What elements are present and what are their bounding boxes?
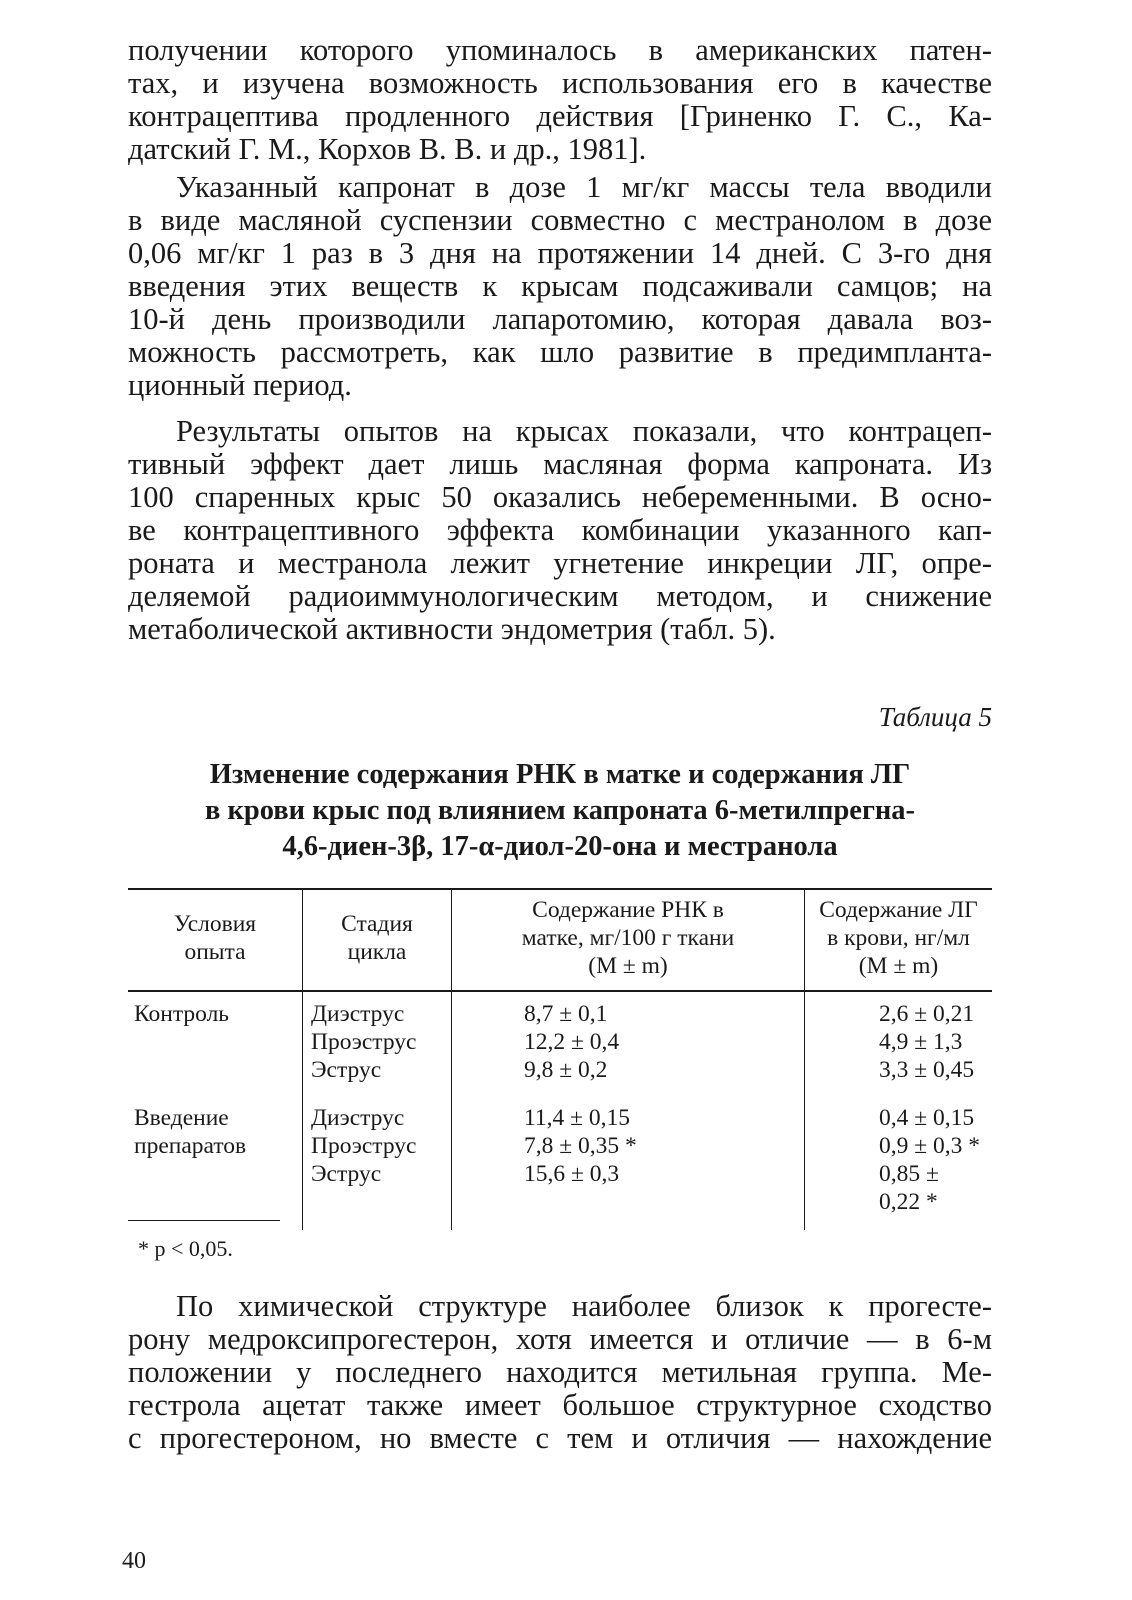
table-label: Таблица 5 <box>878 702 992 732</box>
cell-rna: 7,8 ± 0,35 * <box>452 1132 805 1160</box>
text-line: Указанный капронат в дозе 1 мг/кг массы тела вводили <box>176 170 992 204</box>
header-text: Содержание РНК в <box>532 897 724 923</box>
header-text: в крови, нг/мл <box>827 925 970 951</box>
text-line: Результаты опытов на крысах показали, что контрацеп- <box>176 414 992 448</box>
header-text: (M ± m) <box>858 953 939 979</box>
cell-rna: 9,8 ± 0,2 <box>452 1056 805 1084</box>
text-line: можность рассмотреть, как шло развитие в предимпланта- <box>128 335 992 369</box>
cell-stage: Эструс <box>303 1056 452 1084</box>
table-title-line: 4,6-диен-3β, 17-α-диол-20-она и местранола <box>282 831 838 862</box>
cell-stage: Проэструс <box>303 1028 452 1056</box>
text-line: введения этих веществ к крысам подсаживали самцов; на <box>128 269 992 303</box>
header-stage <box>303 889 452 991</box>
text-line: тах, и изучена возможность использования его в качестве <box>128 66 992 100</box>
cell-lh: 2,6 ± 0,21 <box>805 991 993 1028</box>
header-text: Стадия <box>341 911 413 937</box>
header-text: матке, мг/100 г ткани <box>521 925 735 951</box>
text-line: 100 спаренных крыс 50 оказались небеременными. В осно- <box>128 480 992 514</box>
cell-lh: 3,3 ± 0,45 <box>805 1056 993 1084</box>
text-line: получении которого упоминалось в американских патен- <box>128 33 992 67</box>
table-header-row <box>128 889 992 991</box>
cell-condition: Введение <box>134 1105 229 1131</box>
cell-lh: 0,4 ± 0,15 <box>805 1084 993 1132</box>
header-condition <box>128 889 303 991</box>
table-row <box>128 1084 992 1132</box>
table-title-line: Изменение содержания РНК в матке и содержания ЛГ <box>209 759 911 790</box>
paragraph-2 <box>128 171 992 402</box>
table-row <box>128 991 992 1028</box>
cell-stage: Проэструс <box>303 1132 452 1160</box>
table-row <box>128 1056 992 1084</box>
header-text: цикла <box>347 939 407 965</box>
cell-rna: 11,4 ± 0,15 <box>452 1084 805 1132</box>
text-line: По химической структуре наиболее близок к прогесте- <box>176 1289 992 1323</box>
text-line: ционный период. <box>128 368 352 402</box>
text-line: контрацептива продленного действия [Гриненко Г. С., Ка- <box>128 99 992 133</box>
cell-condition <box>128 1028 303 1056</box>
text-line: гестрола ацетат также имеет большое структурное сходство <box>128 1388 992 1422</box>
header-lh <box>805 889 993 991</box>
cell-condition: препаратов <box>134 1133 247 1159</box>
table-title <box>128 757 992 865</box>
cell-lh: 4,9 ± 1,3 <box>805 1028 993 1056</box>
text-line: 10-й день производили лапаротомию, которая давала воз- <box>128 302 992 336</box>
text-line: положении у последнего находится метильная группа. Ме- <box>128 1355 992 1389</box>
text-line: с прогестероном, но вместе с тем и отличия — нахождение <box>128 1421 992 1455</box>
text-line: ве контрацептивного эффекта комбинации указанного кап- <box>128 513 992 547</box>
cell-rna: 8,7 ± 0,1 <box>452 991 805 1028</box>
cell-lh: 0,85 ± 0,22 * <box>805 1160 993 1230</box>
header-text: Условия <box>173 911 257 937</box>
text-line: деляемой радиоиммунологическим методом, и снижение <box>128 579 992 613</box>
paragraph-3 <box>128 415 992 646</box>
table-footnote: * p < 0,05. <box>138 1236 233 1261</box>
text-line: рону медроксипрогестерон, хотя имеется и отличие — в 6-м <box>128 1322 992 1356</box>
header-text: опыта <box>184 939 246 965</box>
cell-stage: Диэструс <box>303 991 452 1028</box>
text-line: 0,06 мг/кг 1 раз в 3 дня на протяжении 14 дней. С 3-го дня <box>128 236 992 270</box>
page-number: 40 <box>122 1548 146 1574</box>
table-title-line: в крови крыс под влиянием капроната 6-метилпрегна- <box>204 795 916 826</box>
text-line: метаболической активности эндометрия (табл. 5). <box>128 612 776 646</box>
data-table <box>128 888 992 1230</box>
text-line: роната и местранола лежит угнетение инкреции ЛГ, опре- <box>128 546 992 580</box>
text-line: в виде масляной суспензии совместно с местранолом в дозе <box>128 203 992 237</box>
cell-condition: Контроль <box>134 1001 230 1027</box>
cell-rna: 15,6 ± 0,3 <box>452 1160 805 1230</box>
table-row <box>128 1132 992 1160</box>
cell-stage: Эструс <box>303 1160 452 1230</box>
paragraph-1 <box>128 34 992 166</box>
header-text: Содержание ЛГ <box>819 897 978 923</box>
cell-stage: Диэструс <box>303 1084 452 1132</box>
paragraph-4 <box>128 1290 992 1455</box>
text-line: датский Г. М., Корхов В. В. и др., 1981]. <box>128 132 647 166</box>
cell-rna: 12,2 ± 0,4 <box>452 1028 805 1056</box>
cell-lh: 0,9 ± 0,3 * <box>805 1132 993 1160</box>
table-row <box>128 1028 992 1056</box>
cell-condition <box>128 1056 303 1084</box>
header-text: (M ± m) <box>588 953 668 979</box>
text-line: тивный эффект дает лишь масляная форма капроната. Из <box>128 447 992 481</box>
header-rna <box>452 889 805 991</box>
footnote-divider <box>128 1220 280 1221</box>
